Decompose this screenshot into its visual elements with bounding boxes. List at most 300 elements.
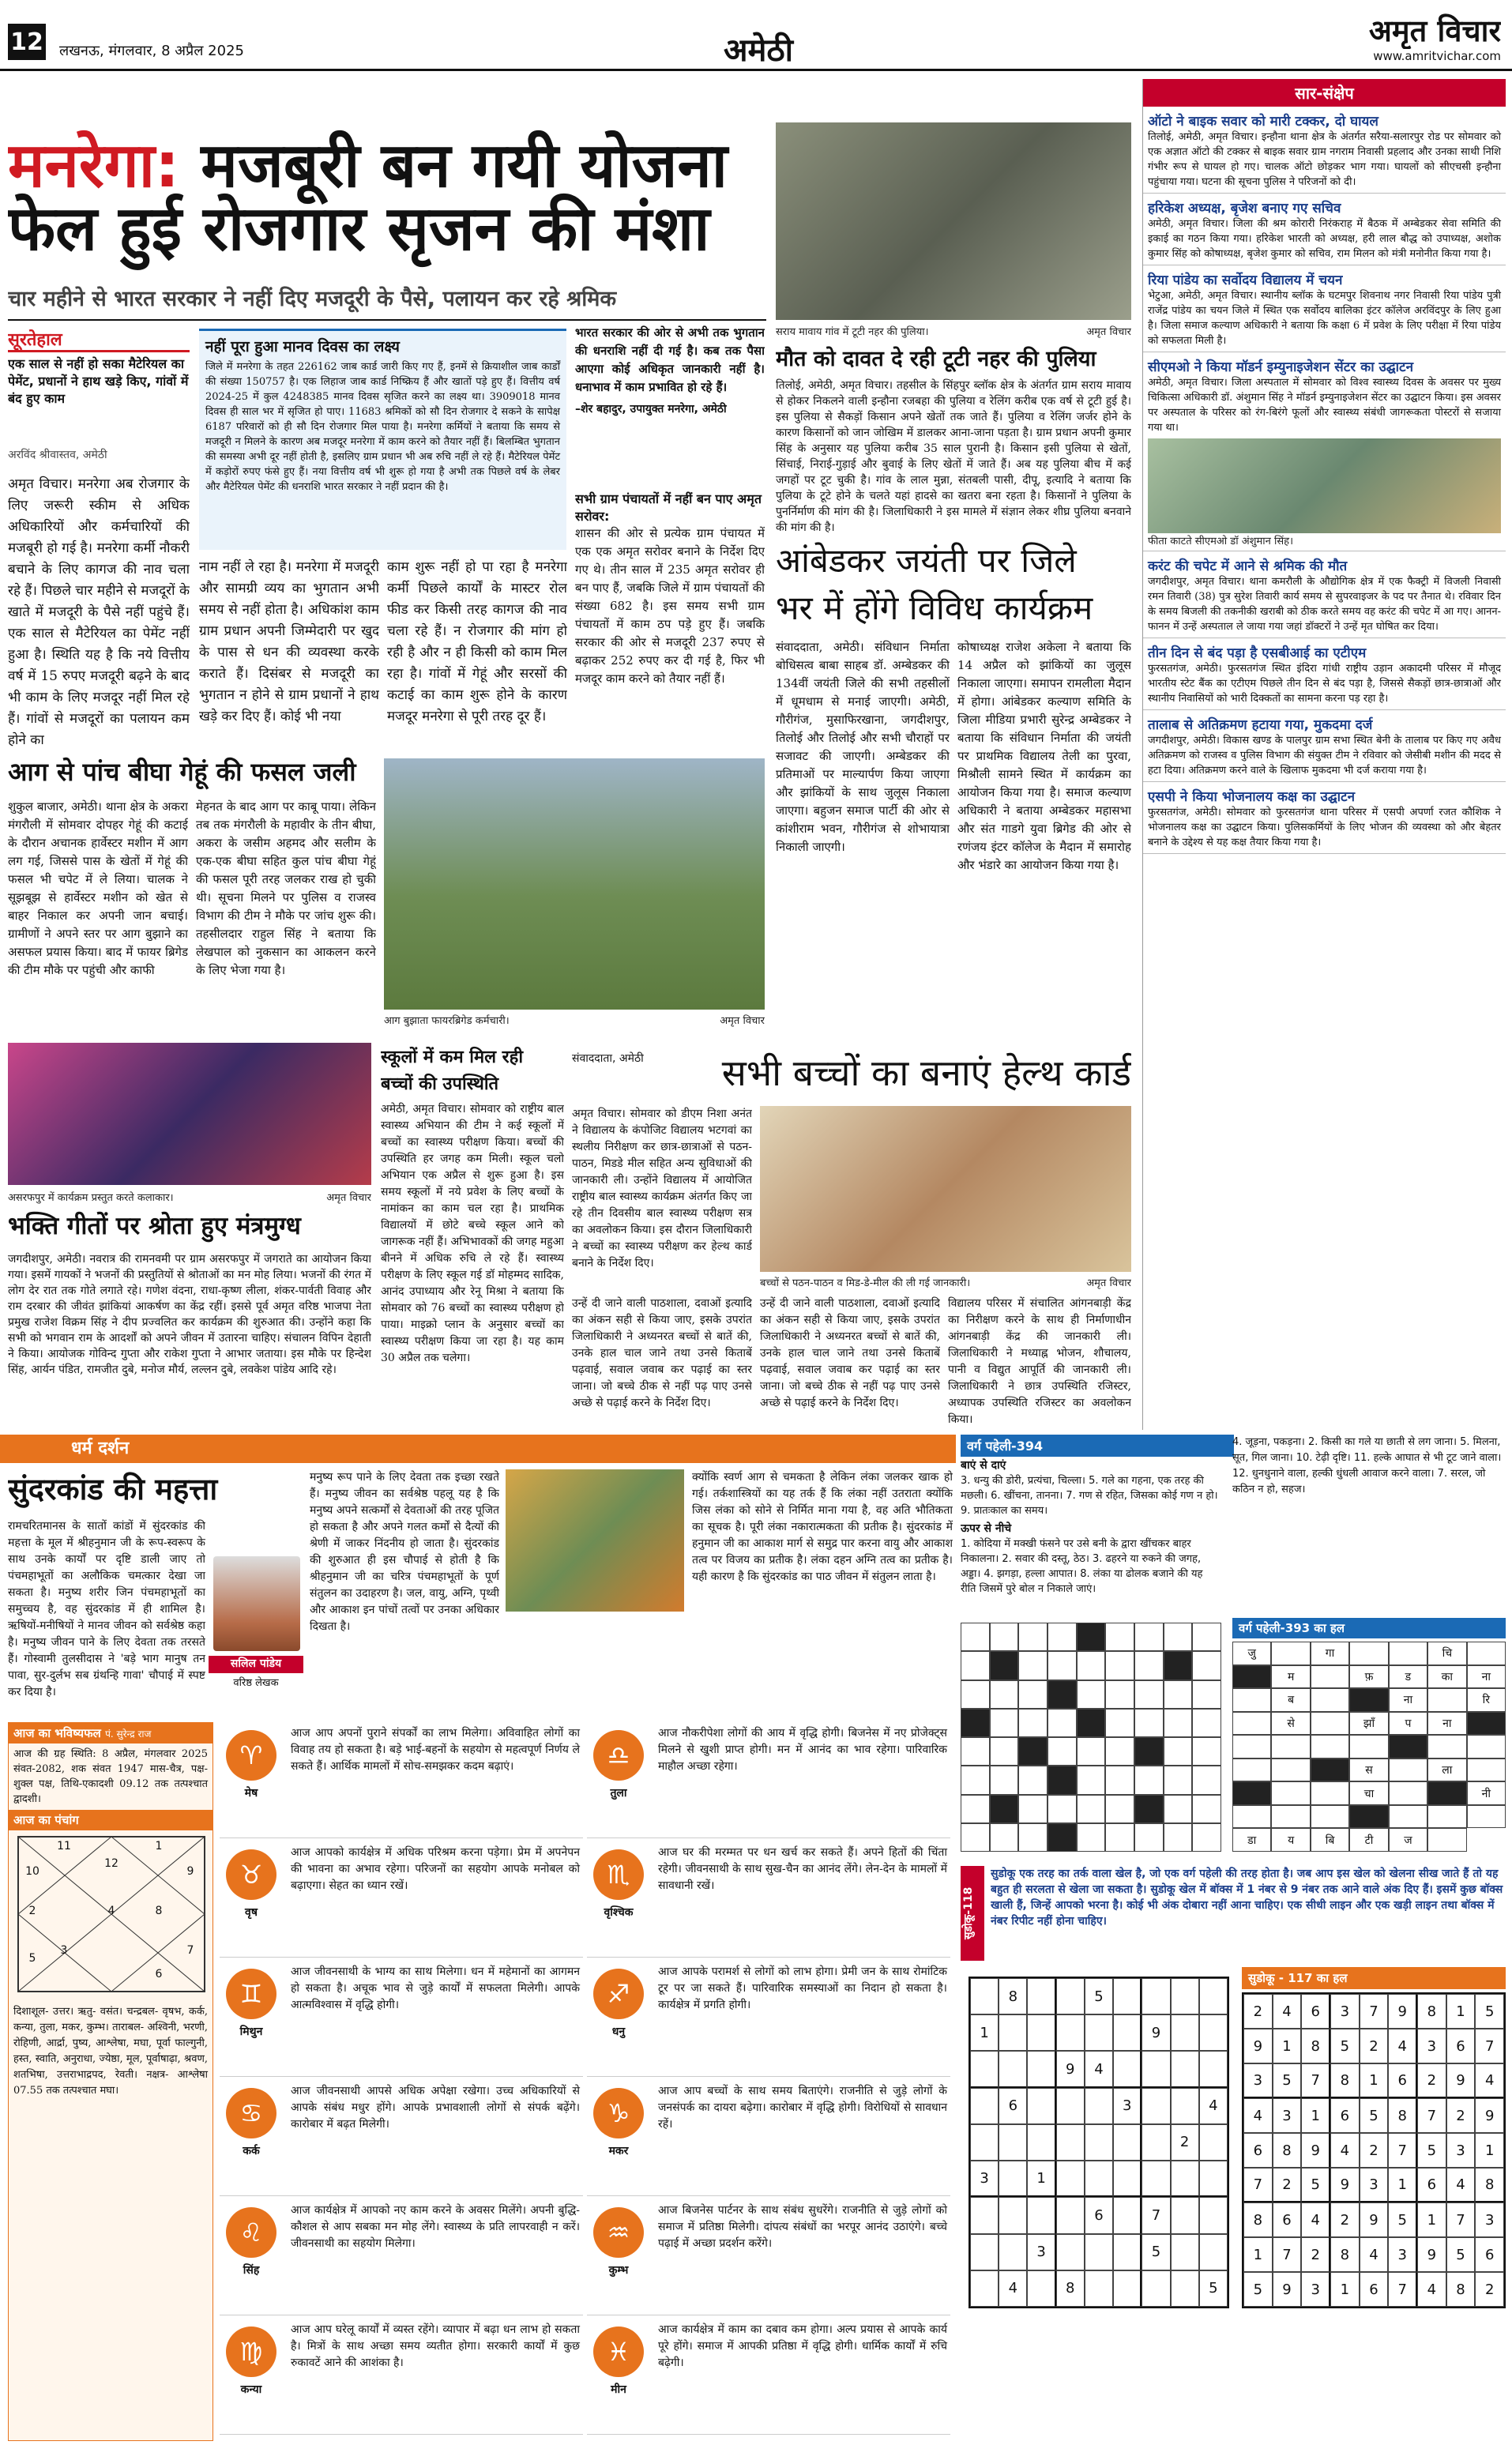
health-caption: बच्चों से पठन-पाठन व मिड-डे-मील की ली गई जानकारी। bbox=[760, 1277, 971, 1289]
sudoku-cell[interactable]: 3 bbox=[970, 2161, 999, 2197]
page-number: 12 bbox=[8, 24, 46, 60]
crossword-cell[interactable] bbox=[990, 1651, 1019, 1680]
health-col1b: उन्हें दी जाने वाली पाठशाला, दवाओं इत्यादि का अंकन सही से किया जाए, इसके उपरांत जिलाधिकारी ने अध्यनरत बच्चों से बातें की, उनके हाल चाल जाने तथा उनसे किताबें पढ़वाई, सवाल जवाब कर पढ़ाई का स्तर जाना। जो बच्चे ठीक से नहीं पढ़ पाए उनसे अच्छे से पढ़ाई करने के निर्देश दिए। bbox=[572, 1297, 752, 1409]
sudoku-cell[interactable] bbox=[999, 2051, 1027, 2087]
sudoku-cell[interactable] bbox=[999, 2197, 1027, 2233]
bhakti-caption: असरफपुर में कार्यक्रम प्रस्तुत करते कलाकार। bbox=[8, 1192, 174, 1204]
sudoku-cell[interactable] bbox=[1199, 2124, 1228, 2161]
zodiac-sign-name: वृश्चिक bbox=[604, 1906, 634, 1919]
answer-cell bbox=[1311, 1735, 1349, 1759]
author-role: वरिष्ठ लेखक bbox=[233, 1677, 279, 1689]
dateline: लखनऊ, मंगलवार, 8 अप्रैल 2025 bbox=[59, 43, 244, 59]
sidebar-brief bbox=[1143, 782, 1506, 854]
crossword-cell[interactable] bbox=[1018, 1766, 1047, 1794]
bridge-headline: मौत को दावत दे रही टूटी नहर की पुलिया bbox=[776, 347, 1096, 371]
answer-cell: जु bbox=[1232, 1642, 1271, 1665]
sudoku-cell[interactable] bbox=[1199, 1978, 1228, 2014]
sudoku-cell[interactable] bbox=[1199, 2197, 1228, 2233]
sudoku-cell[interactable]: 4 bbox=[1199, 2088, 1228, 2124]
crossword-cell[interactable] bbox=[990, 1766, 1019, 1794]
crossword-cell[interactable] bbox=[1018, 1709, 1047, 1737]
dharm-band-title: धर्म दर्शन bbox=[71, 1439, 130, 1458]
dharm-painting bbox=[506, 1469, 684, 1612]
answer-cell bbox=[1311, 1665, 1349, 1689]
sudoku-solution-cell: 8 bbox=[1330, 2063, 1360, 2098]
sudoku-cell[interactable] bbox=[970, 2124, 999, 2161]
horoscope-text: आज आप अपनों पुराने संपर्कों का लाभ मिलेगा। अविवाहित लोगों का विवाह तय हो सकता है। बड़े भाई-बहनों के सहयोग से महत्वपूर्ण निर्णय ले सकते हैं। आर्थिक मामलों में सोच-समझकर कदम बढ़ाएं। bbox=[291, 1727, 580, 1773]
crossword-cell[interactable] bbox=[1134, 1737, 1164, 1766]
crossword-cell[interactable] bbox=[1164, 1623, 1193, 1651]
kundali-chart bbox=[17, 1835, 206, 1993]
crossword-cell[interactable] bbox=[1164, 1766, 1193, 1794]
sudoku-solution-cell: 2 bbox=[1446, 2098, 1476, 2133]
fire-body-2: मेहनत के बाद आग पर काबू पाया। लेकिन तब तक मंगरौली के महावीर के तीन बीघा, अकरा के जसीम अहमद और सलीम के एक-एक बीघा सहित कुल पांच बीघा गेहूं की फसल पूरी तरह जलकर राख हो चुकी थी। सूचना मिलने पर पुलिस व राजस्व विभाग की टीम ने मौके पर जांच शुरू की। तहसीलदार राहुल सिंह ने बताया कि लेखपाल को नुकसान का आकलन करने के लिए भेजा गया है। bbox=[196, 799, 376, 977]
sudoku-cell[interactable]: 3 bbox=[1113, 2088, 1142, 2124]
crossword-cell[interactable] bbox=[1105, 1737, 1134, 1766]
crossword-cell[interactable] bbox=[961, 1823, 990, 1852]
sidebar-brief bbox=[1143, 551, 1506, 638]
horoscope-item bbox=[220, 2319, 583, 2435]
crossword-cell[interactable] bbox=[1134, 1766, 1164, 1794]
crossword-cell[interactable] bbox=[1047, 1737, 1077, 1766]
sudoku-solution-cell: 5 bbox=[1446, 2237, 1476, 2272]
zodiac-icon: ♊ bbox=[226, 1969, 276, 2019]
answer-cell: ब bbox=[1271, 1688, 1310, 1712]
sudoku-cell[interactable] bbox=[970, 2234, 999, 2270]
sudoku-cell[interactable] bbox=[1027, 2197, 1055, 2233]
crossword-cell[interactable] bbox=[1047, 1709, 1077, 1737]
zodiac-icon: ♒ bbox=[593, 2207, 644, 2258]
answer-cell bbox=[1467, 1642, 1506, 1665]
sudoku-cell[interactable] bbox=[1171, 2014, 1199, 2051]
sidebar-brief-headline: तीन दिन से बंद पड़ा है एसबीआई का एटीएम bbox=[1148, 645, 1367, 661]
crossword-cell[interactable] bbox=[990, 1737, 1019, 1766]
answer-cell bbox=[1427, 1828, 1466, 1852]
crossword-cell[interactable] bbox=[1018, 1623, 1047, 1651]
sudoku-solution-cell: 7 bbox=[1475, 2029, 1504, 2063]
sidebar-brief-headline: ऑटो ने बाइक सवार को मारी टक्कर, दो घायल bbox=[1148, 114, 1378, 130]
kundali-house-number: 11 bbox=[57, 1840, 71, 1853]
sudoku-solution-cell: 6 bbox=[1301, 1994, 1330, 2029]
crossword-cell[interactable] bbox=[1105, 1766, 1134, 1794]
answer-cell bbox=[1232, 1712, 1271, 1736]
answer-cell bbox=[1271, 1781, 1310, 1805]
sudoku-cell[interactable] bbox=[1171, 1978, 1199, 2014]
sudoku-cell[interactable] bbox=[970, 2051, 999, 2087]
sudoku-solution-cell: 4 bbox=[1330, 2133, 1360, 2168]
sidebar-brief bbox=[1143, 710, 1506, 782]
sudoku-cell[interactable] bbox=[1027, 2270, 1055, 2307]
sudoku-cell[interactable] bbox=[1142, 2088, 1170, 2124]
sudoku-solution-cell: 9 bbox=[1330, 2168, 1360, 2202]
sudoku-cell[interactable] bbox=[970, 2197, 999, 2233]
sudoku-cell[interactable]: 5 bbox=[1085, 1978, 1113, 2014]
sudoku-cell[interactable] bbox=[1171, 2197, 1199, 2233]
sudoku-cell[interactable]: 6 bbox=[1085, 2197, 1113, 2233]
sudoku-solution-cell: 2 bbox=[1360, 2133, 1389, 2168]
zodiac-sign-name: मकर bbox=[608, 2145, 629, 2157]
zodiac-sign-name: मीन bbox=[611, 2383, 626, 2396]
horoscope-text: आज जीवनसाथी आपसे अधिक अपेक्षा रखेगा। उच्च अधिकारियों से आपके संबंध मधुर होंगे। आपके प्रभावशाली लोगों से संपर्क बढ़ेंगे। कारोबार में बढ़त मिलेगी। bbox=[291, 2085, 580, 2131]
sudoku-grid bbox=[969, 1977, 1229, 2308]
crossword-cell[interactable] bbox=[1077, 1709, 1106, 1737]
lead-byline: अरविंद श्रीवास्तव, अमेठी bbox=[8, 449, 107, 461]
sudoku-solution-cell: 9 bbox=[1475, 2098, 1504, 2133]
sudoku-cell[interactable] bbox=[1113, 2051, 1142, 2087]
crossword-cell[interactable] bbox=[1192, 1795, 1221, 1823]
answer-cell bbox=[1271, 1642, 1310, 1665]
sudoku-solution-cell: 3 bbox=[1475, 2202, 1504, 2237]
sudoku-cell[interactable] bbox=[1142, 1978, 1170, 2014]
sudoku-cell[interactable] bbox=[1056, 2197, 1085, 2233]
answer-cell: स bbox=[1349, 1759, 1388, 1782]
sudoku-solution-cell: 5 bbox=[1360, 2098, 1389, 2133]
sudoku-cell[interactable] bbox=[1171, 2088, 1199, 2124]
sudoku-solution-cell: 7 bbox=[1360, 1994, 1389, 2029]
crossword-cell[interactable] bbox=[1018, 1823, 1047, 1852]
ambedkar-col2: कोषाध्यक्ष राजेश अकेला ने बताया कि 14 अप्रैल को झांकियों का जुलूस निकाला जाएगा। समापन रामलीला मैदान में होगा। आंबेडकर कल्याण समिति के जिला मीडिया प्रभारी सुरेन्द्र अम्बेडकर ने बताया कि संविधान निर्माता की जयंती पर प्राथमिक विद्यालय तेली का पुरवा, मिश्रौली सामने स्थित में कार्यक्रम का आयोजन किया गया है। समाज कल्याण अधिकारी ने बताया अम्बेडकर महासभा और संत गाडगे युवा ब्रिगेड की ओर से रणंजय इंटर कॉलेज के मैदान में समारोह और भंडारे का आयोजन किया गया है। bbox=[957, 640, 1131, 872]
zodiac-icon: ♍ bbox=[226, 2327, 276, 2377]
crossword-cell[interactable] bbox=[1164, 1651, 1193, 1680]
sidebar-brief bbox=[1143, 107, 1506, 194]
down-title: ऊपर से नीचे bbox=[961, 1522, 1012, 1535]
crossword-cell[interactable] bbox=[1134, 1709, 1164, 1737]
crossword-cell[interactable] bbox=[1077, 1766, 1106, 1794]
sudoku-cell[interactable] bbox=[1199, 2014, 1228, 2051]
kundali-house-number: 2 bbox=[28, 1905, 36, 1917]
answer-cell: ना bbox=[1467, 1665, 1506, 1689]
sudoku-solution-cell: 7 bbox=[1446, 2202, 1476, 2237]
sudoku-solution-title: सुडोकू - 117 का हल bbox=[1242, 1967, 1506, 1989]
zodiac-icon: ♐ bbox=[593, 1969, 644, 2019]
horoscope-text: आज नौकरीपेशा लोगों की आय में वृद्धि होगी। बिजनेस में नए प्रोजेक्ट्स मिलने से खुशी प्राप्त होगी। मन में आनंद का भाव रहेगा। पारिवारिक माहौल अच्छा रहेगा। bbox=[658, 1727, 947, 1773]
sudoku-cell[interactable]: 1 bbox=[970, 2014, 999, 2051]
sudoku-cell[interactable] bbox=[1113, 2270, 1142, 2307]
sudoku-solution-cell: 2 bbox=[1273, 2168, 1302, 2202]
crossword-cell[interactable] bbox=[1192, 1823, 1221, 1852]
panchang-chart-title: आज का पंचांग bbox=[9, 1810, 213, 1830]
sudoku-cell[interactable] bbox=[1027, 2088, 1055, 2124]
lead-sidebox bbox=[575, 490, 765, 750]
sudoku-cell[interactable] bbox=[1142, 2124, 1170, 2161]
sudoku-cell[interactable] bbox=[1027, 1978, 1055, 2014]
sudoku-cell[interactable] bbox=[1199, 2051, 1228, 2087]
crossword-cell[interactable] bbox=[1105, 1795, 1134, 1823]
crossword-cell[interactable] bbox=[1192, 1737, 1221, 1766]
sudoku-cell[interactable] bbox=[970, 2270, 999, 2307]
sudoku-solution-cell: 1 bbox=[1273, 2029, 1302, 2063]
sudoku-cell[interactable] bbox=[999, 2161, 1027, 2197]
crossword-cell[interactable] bbox=[1077, 1737, 1106, 1766]
answer-cell bbox=[1389, 1781, 1427, 1805]
sudoku-cell[interactable]: 5 bbox=[1142, 2234, 1170, 2270]
crossword bbox=[961, 1435, 1507, 1861]
horoscope-text: आज कार्यक्षेत्र में काम का दबाव कम होगा। अल्प प्रयास से आपके कार्य पूरे होंगे। समाज में आपकी प्रतिष्ठा में वृद्धि होगी। धार्मिक कार्यों में रुचि बढ़ेगी। bbox=[658, 2323, 947, 2369]
crossword-cell[interactable] bbox=[1192, 1623, 1221, 1651]
sudoku-cell[interactable] bbox=[1056, 2234, 1085, 2270]
ambedkar-col1: संवाददाता, अमेठी। संविधान निर्माता बोधिसत्व बाबा साहब डॉ. अम्बेडकर की 134वीं जयंती जिले की सभी तहसीलों में धूमधाम से मनाई जाएगी। अमेठी, गौरीगंज, मुसाफिरखाना, जगदीशपुर, तिलोई और तिलोई और सभी चौराहों पर सजावट की जाएगी। अम्बेडकर की प्रतिमाओं पर माल्यार्पण किया जाएगा और झांकियों के साथ जुलूस निकाला जाएगा। बहुजन समाज पार्टी की ओर से कांशीराम भवन, गौरीगंज से शोभायात्रा निकाली जाएगी। bbox=[776, 640, 950, 854]
crossword-cell[interactable] bbox=[1018, 1737, 1047, 1766]
answer-cell bbox=[1232, 1735, 1271, 1759]
zodiac-sign-name: मिथुन bbox=[239, 2026, 263, 2038]
crossword-cell[interactable] bbox=[961, 1651, 990, 1680]
sidebar-brief-headline: सीएमओ ने किया मॉडर्न इम्युनाइजेशन सेंटर का उद्घाटन bbox=[1148, 359, 1414, 375]
crossword-cell[interactable] bbox=[1134, 1623, 1164, 1651]
sudoku-solution-cell: 6 bbox=[1475, 2237, 1504, 2272]
crossword-more-clues: 4. जूड़ना, पकड़ना। 2. किसी का गले या छाती से लग जाना। 5. मिलना, सूत, गिल जाना। 10. टेढ़ी दृष्टि। 11. हल्के आघात से भी टूट जाने वाला। 12. धुनधुनाने वाला, हल्की धुंधली आवाज करने वाला। 7. सरल, जो कठिन न हो, सहज। bbox=[1232, 1436, 1502, 1495]
sudoku-cell[interactable] bbox=[1085, 2014, 1113, 2051]
sudoku-cell[interactable]: 8 bbox=[999, 1978, 1027, 2014]
answer-cell: ला bbox=[1427, 1759, 1466, 1782]
crossword-cell[interactable] bbox=[1192, 1680, 1221, 1709]
crossword-cell[interactable] bbox=[1192, 1709, 1221, 1737]
school-headline-2: बच्चों की उपस्थिति bbox=[381, 1074, 499, 1094]
sudoku-cell[interactable] bbox=[1199, 2161, 1228, 2197]
crossword-cell[interactable] bbox=[961, 1623, 990, 1651]
sudoku-solution-cell: 4 bbox=[1360, 2237, 1389, 2272]
sudoku-cell[interactable] bbox=[1142, 2270, 1170, 2307]
zodiac-icon: ♓ bbox=[593, 2327, 644, 2377]
crossword-cell[interactable] bbox=[1018, 1651, 1047, 1680]
crossword-cell[interactable] bbox=[1134, 1795, 1164, 1823]
ambedkar-headline-2: भर में होंगे विविध कार्यक्रम bbox=[776, 589, 1093, 627]
answer-title: वर्ग पहेली-393 का हल bbox=[1232, 1618, 1506, 1638]
sudoku-cell[interactable] bbox=[1056, 2161, 1085, 2197]
sudoku-solution-cell: 5 bbox=[1417, 2133, 1446, 2168]
sudoku-solution-cell: 7 bbox=[1388, 2133, 1417, 2168]
sudoku-solution-cell: 4 bbox=[1475, 2063, 1504, 2098]
sudoku-cell[interactable] bbox=[1142, 2161, 1170, 2197]
across-title: बाएं से दाएं bbox=[961, 1459, 1006, 1472]
answer-cell: ज bbox=[1389, 1828, 1427, 1852]
crossword-cell[interactable] bbox=[1105, 1623, 1134, 1651]
sudoku-solution-cell: 3 bbox=[1417, 2029, 1446, 2063]
school-body: अमेठी, अमृत विचार। सोमवार को राष्ट्रीय बाल स्वास्थ्य अभियान की टीम ने कई स्कूलों में बच्चों का स्वास्थ्य परीक्षण किया। बच्चों की उपस्थिति हर जगह कम मिली। स्कूल चलो अभियान एक अप्रैल से शुरू हुआ है। इस समय स्कूलों में नये प्रवेश के लिए बच्चों के नामांकन का काम चल रहा है। प्राथमिक विद्यालयों में छोटे बच्चे स्कूल आने को जागरूक नहीं हैं। अभिभावकों की जगह महुआ बीनने में अधिक रुचि ले रहे हैं। स्वास्थ्य परीक्षण के लिए स्कूल गई डॉ मोहम्मद सादिक, आनंद उपाध्याय और रेनू मिश्रा ने बताया कि सोमवार को 76 बच्चों का स्वास्थ्य परीक्षण हो पाया। माइक्रो प्लान के अनुसार बच्चों का स्वास्थ्य परीक्षण किया जा रहा है। यह काम 30 अप्रैल तक चलेगा। bbox=[381, 1103, 564, 1364]
crossword-cell[interactable] bbox=[1134, 1823, 1164, 1852]
sudoku-solution-cell: 7 bbox=[1388, 2272, 1417, 2307]
horoscope-item bbox=[220, 2080, 583, 2196]
sudoku-cell[interactable]: 9 bbox=[1056, 2051, 1085, 2087]
lead-box-text: जिले में मनरेगा के तहत 226162 जाब कार्ड जारी किए गए हैं, इनमें से क्रियाशील जाब कार्डों की संख्या 150757 है। एक लिहाज जाब कार्ड निष्क्रिय हैं और खातों पड़े हुए हैं। वित्तीय वर्ष 2024-25 में कुल 4248385 मानव दिवस सृजित करने का लक्ष्य था। 3909018 मानव दिवस ही साल भर में सृजित हो पाए। 11683 श्रमिकों को सौ दिन रोजगार दे सकने के सापेक्ष 6187 परिवारों को ही सौ दिन रोजगार मिल पाया है। मनरेगा कर्मियों ने बताया कि समय से मजदूरी न मिलने के कारण अब मजदूर मनरेगा में काम करने को तैयार नहीं हैं। बिलम्बित भुगतान की समस्या अभी दूर नहीं होती है, इसलिए ग्राम प्रधान भी अब रुचि नहीं ले रहे हैं। मैटेरियल पेमेंट में कड़ोरों रुपए फंसे हुए हैं। नया वित्तीय वर्ष भी शुरू हो गया है अभी तक पिछले वर्ष के लेबर और मैटेरियल पेमेंट की धनराशि भारत सरकार ने नहीं प्रदान की है। bbox=[205, 361, 560, 493]
answer-cell: फ़ bbox=[1349, 1665, 1388, 1689]
horoscope-item bbox=[587, 1961, 950, 2077]
crossword-cell[interactable] bbox=[1134, 1651, 1164, 1680]
answer-cell bbox=[1467, 1735, 1506, 1759]
crossword-cell[interactable] bbox=[990, 1709, 1019, 1737]
sudoku-cell[interactable]: 8 bbox=[1056, 2270, 1085, 2307]
sudoku-cell[interactable] bbox=[1027, 2124, 1055, 2161]
sidebar-brief-body: भेटुआ, अमेठी, अमृत विचार। स्थानीय ब्लॉक के घटमपुर शिवनाथ नगर निवासी रिया पांडेय पुत्री राजेंद्र पांडेय का चयन जिले में स्थित एक सर्वोदय बालिका इंटर कॉलेज अरविंदपुर के लिए हुआ है। जिला समाज कल्याण अधिकारी ने बताया कि कक्षा 6 में प्रवेश के लिए परीक्षा में रिया पांडेय को सफलता मिली है। bbox=[1148, 290, 1501, 347]
sudoku-cell[interactable]: 9 bbox=[1142, 2014, 1170, 2051]
health-col3: विद्यालय परिसर में संचालित आंगनबाड़ी केंद्र का निरीक्षण करने के साथ ही निर्माणाधीन आंगनबाड़ी केंद्र की जानकारी ली। जिलाधिकारी ने मध्याह्न भोजन, शौचालय, पानी व विद्युत आपूर्ति की जानकारी ली। जिलाधिकारी ने छात्र उपस्थिति रजिस्टर, अध्यापक उपस्थिति रजिस्टर का अवलोकन किया। bbox=[948, 1297, 1131, 1425]
crossword-cell[interactable] bbox=[1018, 1680, 1047, 1709]
crossword-cell[interactable] bbox=[1134, 1680, 1164, 1709]
crossword-cell[interactable] bbox=[1105, 1680, 1134, 1709]
answer-cell: झाँ bbox=[1349, 1712, 1388, 1736]
crossword-cell[interactable] bbox=[961, 1680, 990, 1709]
crossword-cell[interactable] bbox=[1105, 1651, 1134, 1680]
crossword-cell[interactable] bbox=[990, 1623, 1019, 1651]
crossword-cell[interactable] bbox=[1047, 1795, 1077, 1823]
answer-cell bbox=[1427, 1688, 1466, 1712]
sudoku-cell[interactable]: 7 bbox=[1142, 2197, 1170, 2233]
crossword-cell[interactable] bbox=[1077, 1795, 1106, 1823]
sudoku-solution-cell: 4 bbox=[1417, 2272, 1446, 2307]
sudoku-cell[interactable] bbox=[1113, 2014, 1142, 2051]
sudoku-cell[interactable] bbox=[1113, 2197, 1142, 2233]
sidebar-brief bbox=[1143, 638, 1506, 710]
across-clues: 3. धन्यु की डोरी, प्रत्यंचा, चिल्ला। 5. गले का गहना, एक तरह की मछली। 6. खींचना, तानना। 7. गण से रहित, जिसका कोई गण न हो। 9. प्रातःकाल का समय। bbox=[961, 1475, 1218, 1517]
crossword-cell[interactable] bbox=[1105, 1709, 1134, 1737]
sudoku-solution-cell: 2 bbox=[1330, 2202, 1360, 2237]
crossword-cell[interactable] bbox=[1164, 1795, 1193, 1823]
sudoku-cell[interactable] bbox=[1027, 2014, 1055, 2051]
sudoku-solution-cell: 4 bbox=[1301, 2202, 1330, 2237]
sudoku-cell[interactable] bbox=[1085, 2124, 1113, 2161]
sudoku-cell[interactable] bbox=[970, 2088, 999, 2124]
sudoku-cell[interactable]: 2 bbox=[1171, 2124, 1199, 2161]
sudoku-cell[interactable] bbox=[1113, 2124, 1142, 2161]
crossword-cell[interactable] bbox=[1047, 1766, 1077, 1794]
lead-col1: अमृत विचार। मनरेगा अब रोजगार के लिए जरूरी स्कीम से अधिक अधिकारियों और कर्मचारियों की मजबूरी हो गई है। मनरेगा कर्मी नौकरी बचाने के लिए कागज की नाव चला रहे हैं। पिछले चार महीने से मजदूरों के खाते में मजदूरी के पैसे नहीं पहुंचे हैं। एक साल से मैटेरियल का पेमेंट नहीं हुआ है। स्थिति यह है कि नये वित्तीय वर्ष में 15 रुपए मजदूरी बढ़ने के बाद भी काम के लिए मजदूर नहीं मिल रहे हैं। गांवों से मजदूरों का पलायन कम होने का bbox=[8, 476, 190, 748]
sudoku-cell[interactable] bbox=[1113, 2234, 1142, 2270]
sudoku-solution-cell: 6 bbox=[1273, 2202, 1302, 2237]
sudoku-solution-cell: 8 bbox=[1243, 2202, 1273, 2237]
answer-cell: से bbox=[1271, 1712, 1310, 1736]
school-headline-1: स्कूलों में कम मिल रही bbox=[381, 1048, 524, 1067]
sudoku-solution-cell: 1 bbox=[1243, 2237, 1273, 2272]
horoscope-item bbox=[587, 2319, 950, 2435]
horoscope-item bbox=[587, 1841, 950, 1958]
kundali-house-number: 12 bbox=[104, 1857, 118, 1870]
sudoku-cell[interactable] bbox=[1171, 2051, 1199, 2087]
crossword-cell[interactable] bbox=[990, 1795, 1019, 1823]
answer-cell bbox=[1232, 1781, 1271, 1805]
crossword-cell[interactable] bbox=[1047, 1623, 1077, 1651]
horoscope-text: आज जीवनसाथी के भाग्य का साथ मिलेगा। धन में महेमानों का आगमन हो सकता है। अचूक भाव से जुड़े कार्यों में सफलता मिलेगी। आपके आत्मविश्वास में वृद्धि होगी। bbox=[291, 1965, 580, 2011]
sudoku-solution-cell: 8 bbox=[1417, 1994, 1446, 2029]
sudoku-cell[interactable] bbox=[999, 2124, 1027, 2161]
crossword-cell[interactable] bbox=[1077, 1680, 1106, 1709]
crossword-cell[interactable] bbox=[1164, 1680, 1193, 1709]
crossword-cell[interactable] bbox=[961, 1795, 990, 1823]
sudoku-solution-cell: 9 bbox=[1446, 2063, 1476, 2098]
sudoku-cell[interactable] bbox=[1056, 2088, 1085, 2124]
crossword-cell[interactable] bbox=[1077, 1623, 1106, 1651]
sudoku-solution-cell: 8 bbox=[1388, 2098, 1417, 2133]
zodiac-sign-name: वृष bbox=[245, 1906, 258, 1919]
sudoku-cell[interactable] bbox=[1056, 2014, 1085, 2051]
sudoku-cell[interactable] bbox=[999, 2234, 1027, 2270]
crossword-cell[interactable] bbox=[961, 1737, 990, 1766]
crossword-cell[interactable] bbox=[1047, 1823, 1077, 1852]
panchang-title-text: आज का भविष्यफल bbox=[13, 1726, 101, 1740]
sudoku-cell[interactable] bbox=[1027, 2051, 1055, 2087]
sudoku-cell[interactable]: 5 bbox=[1199, 2270, 1228, 2307]
sudoku-cell[interactable] bbox=[1056, 2124, 1085, 2161]
health-caption-credit: अमृत विचार bbox=[1086, 1277, 1131, 1289]
sudoku-cell[interactable] bbox=[1085, 2161, 1113, 2197]
bridge-caption: सराय मावाय गांव में टूटी नहर की पुलिया। bbox=[776, 326, 929, 338]
answer-cell: बि bbox=[1311, 1828, 1349, 1852]
sudoku-cell[interactable] bbox=[1085, 2234, 1113, 2270]
crossword-cell[interactable] bbox=[1077, 1823, 1106, 1852]
zodiac-sign-name: सिंह bbox=[243, 2264, 260, 2277]
sudoku-solution-cell: 1 bbox=[1446, 1994, 1476, 2029]
sudoku-cell[interactable] bbox=[999, 2014, 1027, 2051]
sudoku-solution-cell: 5 bbox=[1330, 2029, 1360, 2063]
crossword-cell[interactable] bbox=[990, 1680, 1019, 1709]
answer-cell: चि bbox=[1427, 1642, 1466, 1665]
sidebar-brief-headline: रिया पांडेय का सर्वोदय विद्यालय में चयन bbox=[1148, 273, 1343, 288]
crossword-cell[interactable] bbox=[1192, 1766, 1221, 1794]
fire-caption-credit: अमृत विचार bbox=[720, 1015, 765, 1027]
sudoku-cell[interactable]: 4 bbox=[999, 2270, 1027, 2307]
sudoku-cell[interactable] bbox=[1056, 1978, 1085, 2014]
crossword-cell[interactable] bbox=[1192, 1651, 1221, 1680]
sidebar-brief bbox=[1143, 352, 1506, 551]
answer-cell bbox=[1311, 1688, 1349, 1712]
sudoku-solution-cell: 2 bbox=[1475, 2272, 1504, 2307]
sudoku-cell[interactable]: 1 bbox=[1027, 2161, 1055, 2197]
answer-cell: य bbox=[1271, 1828, 1310, 1852]
answer-cell: नी bbox=[1467, 1781, 1506, 1805]
sudoku-cell[interactable] bbox=[1171, 2161, 1199, 2197]
crossword-cell[interactable] bbox=[1164, 1823, 1193, 1852]
crossword-cell[interactable] bbox=[1164, 1709, 1193, 1737]
crossword-cell[interactable] bbox=[1164, 1737, 1193, 1766]
crossword-cell[interactable] bbox=[1047, 1680, 1077, 1709]
sudoku-cell[interactable] bbox=[1171, 2270, 1199, 2307]
sidebar-brief-body: तिलोई, अमेठी, अमृत विचार। इन्हौना थाना क्षेत्र के अंतर्गत सरैया-सलारपुर रोड पर सोमवार को एक अज्ञात ऑटो की टक्कर से बाइक सवार ग्राम नगराम निवासी प्रहलाद और उनका साथी निशि गंभीर रूप से घायल हो गए। चालक ऑटो छोड़कर भाग गया। घायलों को सीएचसी इन्हौना पहुंचाया गया। घटना की सूचना पुलिस ने परिजनों को दी। bbox=[1148, 131, 1501, 188]
crossword-cell[interactable] bbox=[1047, 1651, 1077, 1680]
crossword-cell[interactable] bbox=[1105, 1823, 1134, 1852]
sidebar-brief-body: जगदीशपुर, अमेठी। विकास खण्ड के पालपुर ग्राम सभा स्थित बेनी के तालाब पर किए गए अवैध अतिक्रमण को राजस्व व पुलिस विभाग की संयुक्त टीम ने रविवार को जेसीबी मशीन की मदद से हटा दिया। अतिक्रमण करने वाले के खिलाफ मुकदमा भी दर्ज कराया गया है। bbox=[1148, 735, 1501, 777]
sudoku-solution-cell: 6 bbox=[1417, 2168, 1446, 2202]
panchang bbox=[8, 1722, 213, 2441]
sudoku-solution-cell: 3 bbox=[1273, 2098, 1302, 2133]
crossword-cell[interactable] bbox=[1077, 1651, 1106, 1680]
sudoku-cell[interactable] bbox=[1199, 2234, 1228, 2270]
horoscope-item bbox=[220, 1722, 583, 1838]
sudoku-cell[interactable] bbox=[1113, 2161, 1142, 2197]
sudoku-solution-cell: 7 bbox=[1301, 2063, 1330, 2098]
sudoku-cell[interactable]: 3 bbox=[1027, 2234, 1055, 2270]
dharm-headline: सुंदरकांड की महत्ता bbox=[8, 1472, 218, 1506]
crossword-cell[interactable] bbox=[990, 1823, 1019, 1852]
horoscope-item bbox=[220, 1841, 583, 1958]
sudoku-cell[interactable] bbox=[1142, 2051, 1170, 2087]
sudoku-cell[interactable] bbox=[1171, 2234, 1199, 2270]
panchang-body: आज की ग्रह स्थिति: 8 अप्रैल, मंगलवार 2025 संवत-2082, शक संवत 1947 मास-चैत्र, पक्ष-शुक्ल पक्ष, तिथि-एकादशी 09.12 तक तत्पश्चात द्वादशी। bbox=[13, 1748, 208, 1805]
answer-cell bbox=[1349, 1735, 1388, 1759]
sudoku-cell[interactable] bbox=[970, 1978, 999, 2014]
crossword-cell[interactable] bbox=[1018, 1795, 1047, 1823]
sudoku-cell[interactable]: 4 bbox=[1085, 2051, 1113, 2087]
sudoku-cell[interactable]: 6 bbox=[999, 2088, 1027, 2124]
zodiac-icon: ♌ bbox=[226, 2207, 276, 2258]
zodiac-icon: ♏ bbox=[593, 1849, 644, 1900]
sudoku-solution-cell: 6 bbox=[1360, 2272, 1389, 2307]
sudoku-cell[interactable] bbox=[1085, 2270, 1113, 2307]
crossword-cell[interactable] bbox=[961, 1709, 990, 1737]
answer-cell bbox=[1271, 1759, 1310, 1782]
crossword-cell[interactable] bbox=[961, 1766, 990, 1794]
sudoku-cell[interactable] bbox=[1085, 2088, 1113, 2124]
dharm-col2: मनुष्य रूप पाने के लिए देवता तक इच्छा रखते हैं। मनुष्य जीवन का सर्वश्रेष्ठ पहलू यह है कि मनुष्य अपने सत्कर्मों से देवताओं की तरह पूजित हो सकता है और अपने गलत कर्मों से दैत्यों की श्रेणी में जाकर निंदनीय हो जाता है। सुंदरकांड की शुरुआत ही इस चौपाई से होती है कि श्रीहनुमान जी का चरित्र पंचमहाभूतों के पूर्ण संतुलन का उदाहरण है। जल, वायु, अग्नि, पृथ्वी और आकाश इन पांचों तत्वों पर उनका अधिकार दिखता है। bbox=[310, 1471, 499, 1633]
sudoku-cell[interactable] bbox=[1113, 1978, 1142, 2014]
bhakti-photo bbox=[8, 1043, 371, 1185]
